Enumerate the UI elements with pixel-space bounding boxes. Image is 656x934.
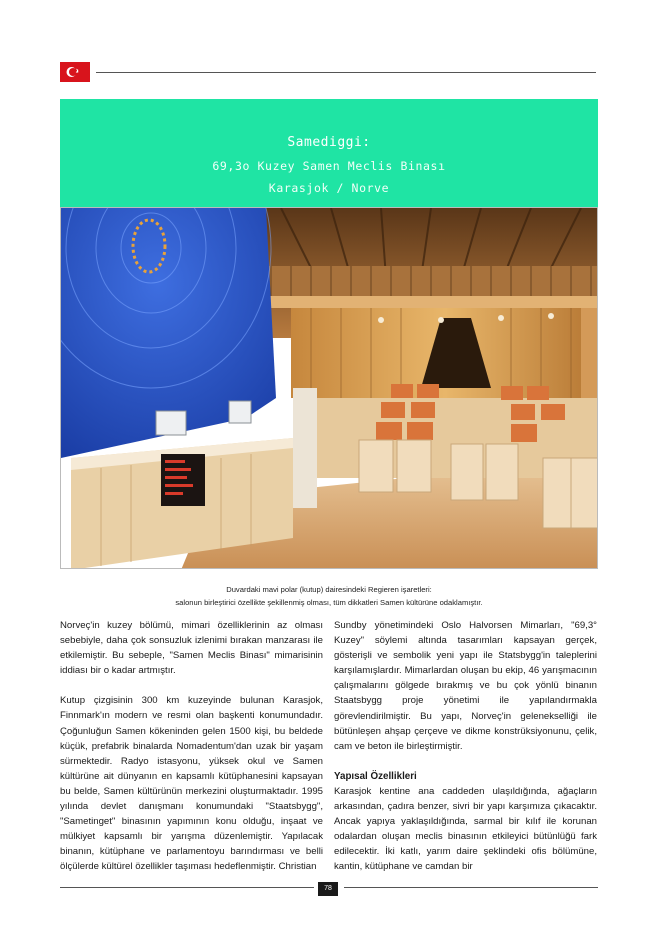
caption-line-2: salonun birleştirici özellikte şekillenmiş olması, tüm dikkatleri Samen kültürüne odaklamıştır. bbox=[175, 598, 483, 607]
turkey-flag-icon bbox=[60, 62, 90, 82]
right-column bbox=[334, 618, 597, 889]
header-rule bbox=[96, 72, 596, 73]
page-number: 78 bbox=[318, 882, 338, 896]
parliament-hall-photo bbox=[60, 207, 598, 569]
left-column bbox=[60, 618, 323, 890]
footer-rule-left bbox=[60, 887, 314, 888]
section-heading: Yapısal Özellikleri bbox=[334, 770, 417, 782]
banner-title: Samediggi: bbox=[287, 135, 371, 150]
paragraph: Kutup çizgisinin 300 km kuzeyinde bulunan Karasjok, Finnmark'ın modern ve resmi olan başkenti konumundadır. Çoğunluğun Samen kökeninden gelen 1500 kişi, bu beldede küçük, prefabrik binalarda Nomadentum'dan uzak bir yaşam sürmektedir. Radyo istasyonu, yüksek okul ve Samen kültürüne ait dünyanın en kapsamlı kütüphanesini kapsayan bu belde, Samen kültürünün merkezini oluşturmaktadır. 1995 yılında devlet danışmanı konumundaki "Staatsbygg", "Sametinget" binasının yapımının konu olduğu, inşaat ve mülkiyet kapsamlı bir yarışma düzenlemiştir. Yapılacak binanın, kütüphane ve parlamentoyu barındırması ve belli ölçülerde kültürel özellikler taşıması hedeflenmiştir. Christian bbox=[60, 695, 323, 873]
footer-rule-right bbox=[344, 887, 598, 888]
title-banner bbox=[60, 99, 598, 207]
paragraph: Norveç'in kuzey bölümü, mimari özelliklerinin az olması sebebiyle, daha çok sonsuzluk izlenimi bırakan manzarası ile etkilemiştir. Bu sebeple, "Samen Meclis Binası" mimarisinin iddiası bir o kadar artmıştır. bbox=[60, 620, 323, 677]
banner-subtitle: 69,3o Kuzey Samen Meclis Binası bbox=[212, 159, 446, 173]
paragraph: Sundby yönetimindeki Oslo Halvorsen Mimarları, "69,3° Kuzey" söylemi altında tasarımları kapsayan gerçek, gösterişli ve sembolik yeni yapı ile Statsbygg'in taleplerini karşılamışlardır. Mimarlardan oluşan bu ekip, 46 yarışmacının çalışmalarını gölgede bırakmış ve bu çok yönlü binanın Staatsbygg proje yönetimi ile yapılandırmakla görevlendirilmiştir. Bu yapı, Norveç'in gelenekselliği ile bütünleşen ahşap çerçeve ve dikme konstrüksiyonunu, çelik, cam ve beton ile birleştirmiştir. bbox=[334, 620, 597, 752]
photo-caption bbox=[60, 583, 598, 609]
caption-line-1: Duvardaki mavi polar (kutup) dairesindeki Regieren işaretleri: bbox=[226, 585, 432, 594]
paragraph: Karasjok kentine ana caddeden ulaşıldığında, ağaçların arkasından, çadıra benzer, sivri bir yapı karşımıza çıkacaktır. Ancak yapıya yaklaşıldığında, sarmal bir kılıf ile korunan odalardan oluşan meclis binasının etkileyici bütünlüğü fark edilecektir. İki katlı, yarım daire şeklindeki ofis bölümüne, kantin, kütüphane ve camdan bir bbox=[334, 785, 597, 873]
banner-location: Karasjok / Norve bbox=[268, 181, 390, 195]
